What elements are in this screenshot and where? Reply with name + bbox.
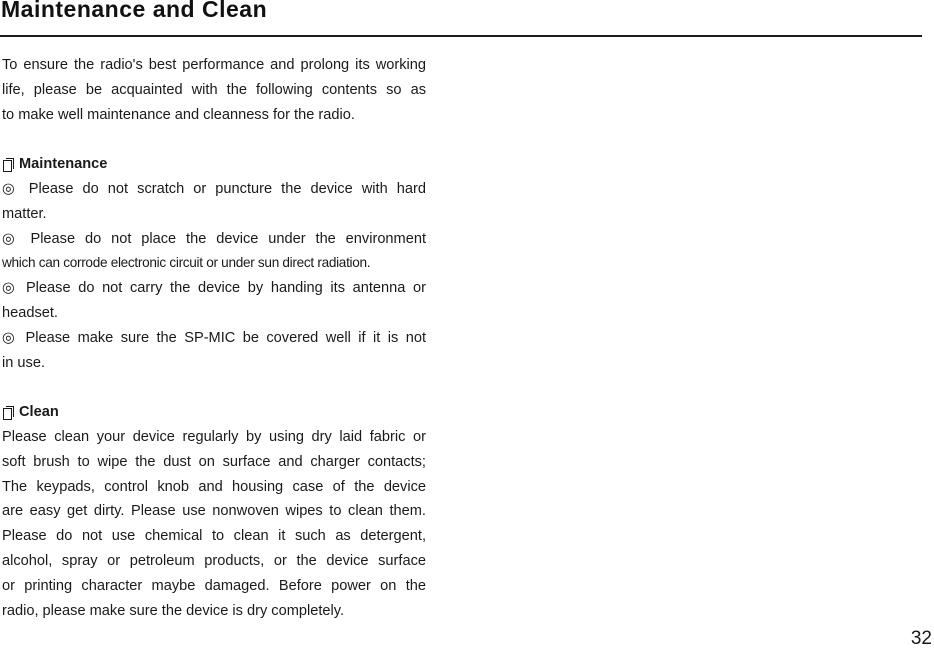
maintenance-line: ◎ Please make sure the SP-MIC be covered well if it is not <box>2 329 426 346</box>
clean-line: or printing character maybe damaged. Before power on the <box>2 577 426 594</box>
maintenance-heading-text: Maintenance <box>19 156 108 173</box>
maintenance-heading <box>2 152 426 177</box>
clean-line: alcohol, spray or petroleum products, or the device surface <box>2 552 426 569</box>
intro-line: To ensure the radio's best performance and prolong its working <box>2 57 426 73</box>
clean-line: The keypads, control knob and housing case of the device <box>2 478 426 495</box>
maintenance-line: in use. <box>2 354 45 371</box>
maintenance-section <box>2 152 426 375</box>
clean-line: Please do not use chemical to clean it such as detergent, <box>2 528 426 545</box>
clean-line: Please clean your device regularly by using dry laid fabric or <box>2 428 426 445</box>
page-title: Maintenance and Clean <box>1 0 268 22</box>
maintenance-line: which can corrode electronic circuit or under sun direct radiation. <box>2 255 371 271</box>
page-number: 32 <box>910 628 932 649</box>
maintenance-line: ◎ Please do not place the device under the environment <box>2 230 426 247</box>
clean-heading <box>2 400 426 425</box>
spacer <box>2 127 426 152</box>
maintenance-line: matter. <box>2 205 47 222</box>
document-icon <box>3 158 15 172</box>
intro-paragraph <box>2 53 426 127</box>
title-divider <box>0 35 922 37</box>
content-column <box>2 53 426 623</box>
maintenance-line: headset. <box>2 304 58 321</box>
clean-line: soft brush to wipe the dust on surface and charger contacts; <box>2 453 426 470</box>
intro-line: to make well maintenance and cleanness for the radio. <box>2 106 355 123</box>
clean-section <box>2 400 426 623</box>
maintenance-line: ◎ Please do not scratch or puncture the device with hard <box>2 180 426 197</box>
spacer <box>2 375 426 400</box>
intro-line: life, please be acquainted with the following contents so as <box>2 81 426 98</box>
document-icon <box>3 406 15 420</box>
maintenance-line: ◎ Please do not carry the device by handing its antenna or <box>2 280 426 297</box>
clean-line: radio, please make sure the device is dry completely. <box>2 602 345 619</box>
clean-line: are easy get dirty. Please use nonwoven wipes to clean them. <box>2 503 426 520</box>
clean-heading-text: Clean <box>19 404 59 421</box>
